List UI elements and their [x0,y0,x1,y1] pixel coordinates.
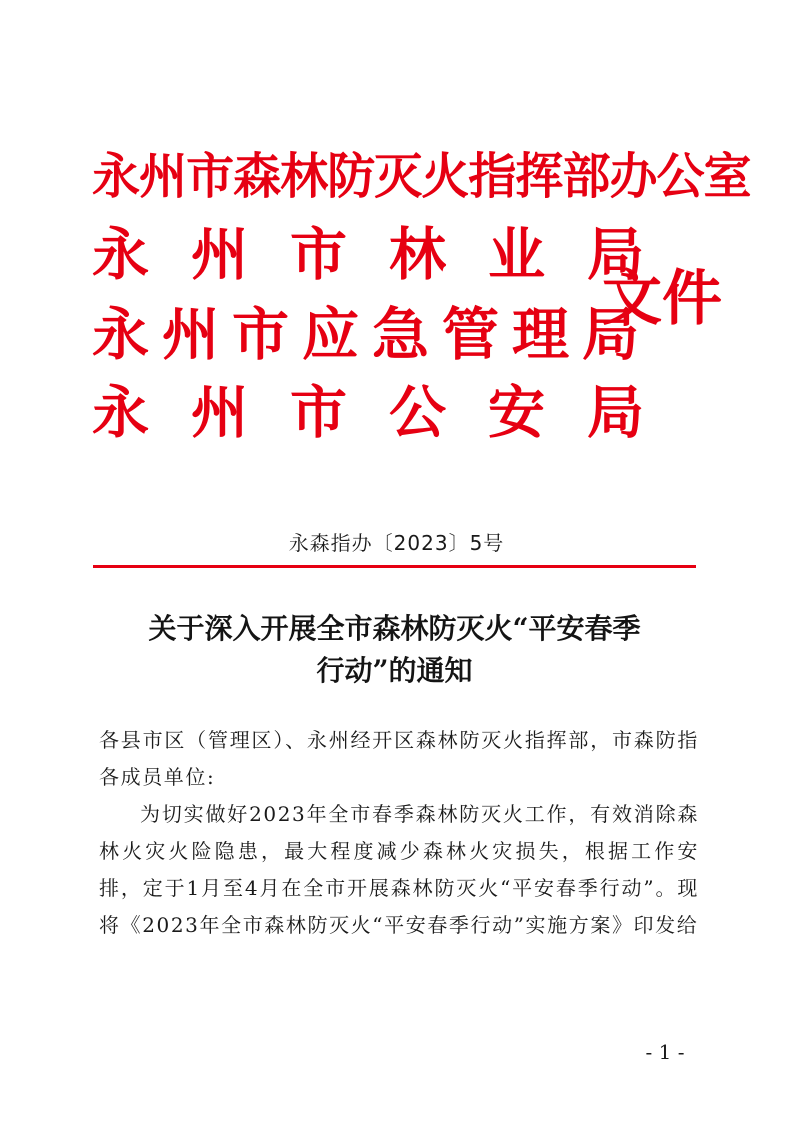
document-label: 文件 [602,264,722,334]
addressee: 各县市区（管理区）、永州经开区森林防灭火指挥部，市森防指各成员单位: [99,728,699,789]
document-body [99,722,699,944]
issuer-forestry-bureau: 永州市林业局 [92,222,686,288]
body-paragraph: 为切实做好2023年全市春季森林防灭火工作，有效消除森林火灾火险隐患，最大程度减少森林火灾损失，根据工作安排，定于1月至4月在全市开展森林防灭火“平安春季行动”。现将《2023年全市森林防灭火“平安春季行动”实施方案》印发给 [99,802,699,937]
title-line-2: 行动”的通知 [316,654,473,687]
red-divider [93,565,696,568]
issuer-public-security-bureau: 永州市公安局 [92,380,686,446]
document-title [93,608,696,692]
page-number: - 1 - [645,1040,685,1064]
issuer-emergency-bureau: 永州市应急管理局 [92,302,652,368]
issuer-command-office: 永州市森林防灭火指挥部办公室 [92,148,751,205]
document-number: 永森指办〔2023〕5号 [288,531,505,555]
title-line-1: 关于深入开展全市森林防灭火“平安春季 [148,612,641,645]
